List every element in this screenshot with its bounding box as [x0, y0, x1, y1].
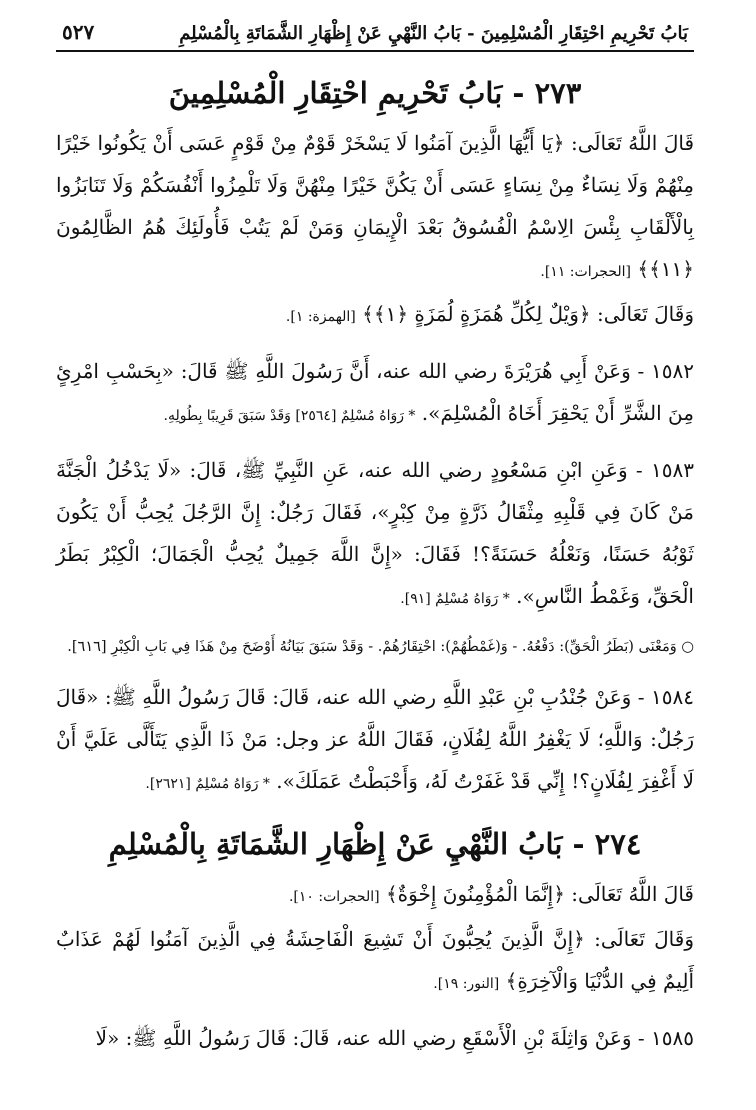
running-header — [56, 18, 694, 52]
hadith-1582 — [56, 350, 694, 437]
page-number: ٥٢٧ — [62, 20, 95, 44]
hadith-reference: * رَوَاهُ مُسْلِمٌ [٩١]. — [400, 591, 510, 607]
verse-text: وَقَالَ تَعَالَى: ﴿إِنَّ الَّذِينَ يُحِبُّونَ أَنْ تَشِيعَ الْفَاحِشَةُ فِي الَّذِينَ آمَنُوا لَهُمْ عَذَابٌ أَلِيمٌ فِي الدُّنْيَا وَالْآخِرَةِ﴾ — [56, 927, 694, 993]
chapter-273-verse-2 — [56, 293, 694, 338]
verse-text: وَقَالَ تَعَالَى: ﴿وَيْلٌ لِكُلِّ هُمَزَةٍ لُمَزَةٍ ﴿١﴾﴾ — [362, 302, 694, 326]
running-header-title: بَابُ تَحْرِيمِ احْتِقَارِ الْمُسْلِمِينَ - بَابُ النَّهْيِ عَنْ إِظْهَارِ الشَّمَاتَةِ بِالْمُسْلِمِ — [179, 23, 688, 44]
hadith-1584 — [56, 676, 694, 805]
hadith-text: ١٥٨٢ - وَعَنْ أَبِي هُرَيْرَةَ رضي الله عنه، أَنَّ رَسُولَ اللَّهِ ﷺ قَالَ: «بِحَسْبِ امْرِئٍ مِنَ الشَّرِّ أَنْ يَحْقِرَ أَخَاهُ الْمُسْلِمَ». — [56, 359, 694, 425]
explanatory-note: ○ وَمَعْنَى (بَطَرُ الْحَقِّ): دَفْعُهُ. - وَ(غَمْطُهُمْ): احْتِقَارُهُمْ. - وَقَدْ سَبَقَ بَيَانُهُ أَوْضَحَ مِنْ هَذَا فِي بَابِ الْكِبْرِ [٦١٦]. — [67, 639, 694, 655]
chapter-273-verse-1 — [56, 122, 694, 293]
hadith-reference: * رَوَاهُ مُسْلِمٌ [٢٦٢١]. — [145, 776, 270, 792]
verse-text: قَالَ اللَّهُ تَعَالَى: ﴿يَا أَيُّهَا الَّذِينَ آمَنُوا لَا يَسْخَرْ قَوْمٌ مِنْ قَوْمٍ عَسَى أَنْ يَكُونُوا خَيْرًا مِنْهُمْ وَلَا نِسَاءٌ مِنْ نِسَاءٍ عَسَى أَنْ يَكُنَّ خَيْرًا مِنْهُنَّ وَلَا تَلْمِزُوا أَنْفُسَكُمْ وَلَا تَنَابَزُوا بِالْأَلْقَابِ بِئْسَ الِاسْمُ الْفُسُوقُ بَعْدَ الْإِيمَانِ وَمَنْ لَمْ يَتُبْ فَأُولَئِكَ هُمُ الظَّالِمُونَ ﴿١١﴾﴾ — [56, 131, 694, 281]
verse-reference: [النور: ١٩]. — [433, 976, 500, 992]
verse-reference: [الهمزة: ١]. — [285, 309, 356, 325]
hadith-1583 — [56, 449, 694, 620]
verse-reference: [الحجرات: ١٠]. — [288, 889, 380, 905]
chapter-274-verse-1 — [56, 873, 694, 918]
chapter-273-title: ٢٧٣ - بَابُ تَحْرِيمِ احْتِقَارِ الْمُسْلِمِينَ — [168, 76, 582, 110]
hadith-reference: * رَوَاهُ مُسْلِمٌ [٢٥٦٤] وَقَدْ سَبَقَ قَرِيبًا بِطُولِهِ. — [163, 408, 416, 424]
hadith-text: ١٥٨٤ - وَعَنْ جُنْدُبِ بْنِ عَبْدِ اللَّهِ رضي الله عنه، قَالَ: قَالَ رَسُولُ اللَّهِ ﷺ: «قَالَ رَجُلٌ: وَاللَّهِ؛ لَا يَغْفِرُ اللَّهُ لِفُلَانٍ، فَقَالَ اللَّهُ عز وجل: مَنْ ذَا الَّذِي يَتَأَلَّى عَلَيَّ أَنْ لَا أَغْفِرَ لِفُلَانٍ؟! إِنِّي قَدْ غَفَرْتُ لَهُ، وَأَحْبَطْتُ عَمَلَكَ». — [56, 685, 694, 793]
verse-reference: [الحجرات: ١١]. — [540, 264, 631, 280]
hadith-1585 — [56, 1017, 694, 1059]
chapter-274-verse-2 — [56, 918, 694, 1005]
hadith-text: ١٥٨٣ - وَعَنِ ابْنِ مَسْعُودٍ رضي الله عنه، عَنِ النَّبِيِّ ﷺ، قَالَ: «لَا يَدْخُلُ الْجَنَّةَ مَنْ كَانَ فِي قَلْبِهِ مِثْقَالُ ذَرَّةٍ مِنْ كِبْرٍ»، فَقَالَ رَجُلٌ: إِنَّ الرَّجُلَ يُحِبُّ أَنْ يَكُونَ ثَوْبُهُ حَسَنًا، وَنَعْلُهُ حَسَنَةً؟! فَقَالَ: «إِنَّ اللَّهَ جَمِيلٌ يُحِبُّ الْجَمَالَ؛ الْكِبْرُ بَطَرُ الْحَقِّ، وَغَمْطُ النَّاسِ». — [56, 458, 694, 608]
chapter-274-title: ٢٧٤ - بَابُ النَّهْيِ عَنْ إِظْهَارِ الشَّمَاتَةِ بِالْمُسْلِمِ — [108, 827, 642, 861]
hadith-text: ١٥٨٥ - وَعَنْ وَاثِلَةَ بْنِ الْأَسْقَعِ رضي الله عنه، قَالَ: قَالَ رَسُولُ اللَّهِ ﷺ: «لَا — [95, 1026, 694, 1050]
verse-text: قَالَ اللَّهُ تَعَالَى: ﴿إِنَّمَا الْمُؤْمِنُونَ إِخْوَةٌ﴾ — [385, 882, 694, 906]
